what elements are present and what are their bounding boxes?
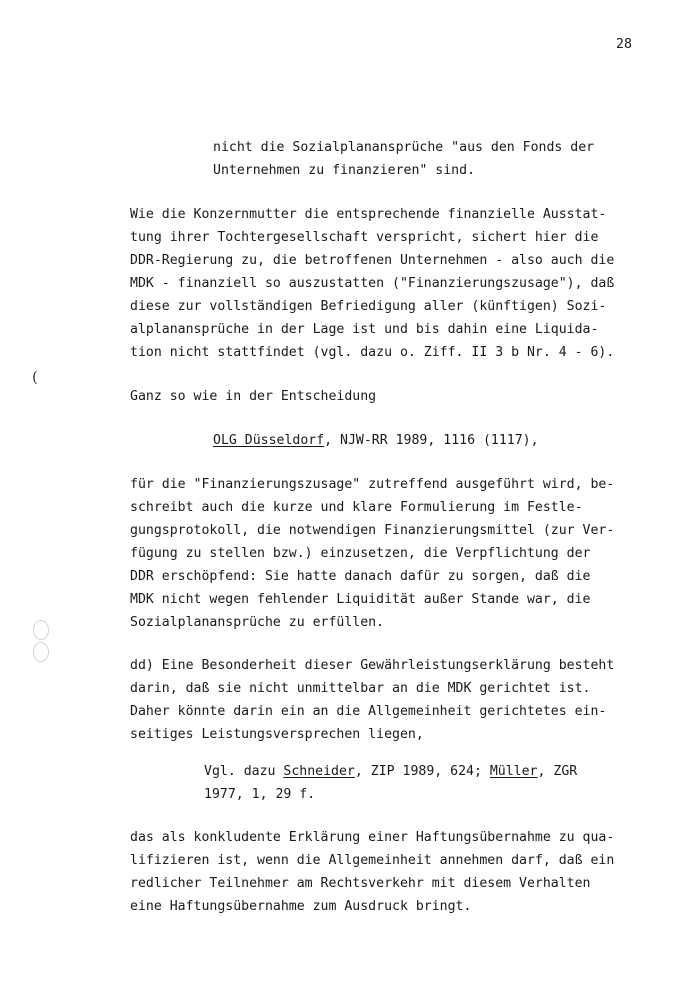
paragraph-line: MDK nicht wegen fehlender Liquidität außer Stande war, die: [130, 592, 591, 607]
paragraph-line: gungsprotokoll, die notwendigen Finanzierungsmittel (zur Ver-: [130, 523, 615, 538]
paragraph-line: das als konkludente Erklärung einer Haftungsübernahme zu qua-: [130, 830, 615, 845]
paragraph-line: redlicher Teilnehmer am Rechtsverkehr mit diesem Verhalten: [130, 876, 591, 891]
paragraph-line: Wie die Konzernmutter die entsprechende finanzielle Ausstat-: [130, 207, 607, 222]
paragraph-line: MDK - finanziell so auszustatten ("Finanzierungszusage"), daß: [130, 276, 615, 291]
paragraph-line: fügung zu stellen bzw.) einzusetzen, die Verpflichtung der: [130, 546, 591, 561]
paragraph-line: tion nicht stattfindet (vgl. dazu o. Ziff. II 3 b Nr. 4 - 6).: [130, 345, 615, 360]
paragraph-line: darin, daß sie nicht unmittelbar an die MDK gerichtet ist.: [130, 681, 591, 696]
paragraph-line: DDR erschöpfend: Sie hatte danach dafür zu sorgen, daß die: [130, 569, 591, 584]
page-number: 28: [616, 37, 632, 52]
paragraph-line: eine Haftungsübernahme zum Ausdruck bringt.: [130, 899, 472, 914]
author-reference: Müller: [489, 764, 538, 779]
author-reference: Schneider: [283, 764, 355, 779]
paragraph-line: seitiges Leistungsversprechen liegen,: [130, 727, 424, 742]
paragraph-line: Daher könnte darin ein an die Allgemeinheit gerichtetes ein-: [130, 704, 607, 719]
paragraph-line: Ganz so wie in der Entscheidung: [130, 389, 377, 404]
paragraph-line: Unternehmen zu finanzieren" sind.: [213, 163, 476, 178]
paragraph-line: für die "Finanzierungszusage" zutreffend ausgeführt wird, be-: [130, 477, 615, 492]
citation-line: Vgl. dazu Schneider, ZIP 1989, 624; Müller, ZGR: [204, 764, 578, 779]
paragraph-line: DDR-Regierung zu, die betroffenen Unternehmen - also auch die: [130, 253, 615, 268]
citation-line: 1977, 1, 29 f.: [204, 787, 316, 802]
punch-hole-mark: [33, 642, 49, 662]
citation-line: OLG Düsseldorf, NJW-RR 1989, 1116 (1117),: [213, 433, 539, 448]
paragraph-line: alplanansprüche in der Lage ist und bis dahin eine Liquida-: [130, 322, 599, 337]
paragraph-line: schreibt auch die kurze und klare Formulierung im Festle-: [130, 500, 583, 515]
paragraph-line: nicht die Sozialplanansprüche "aus den Fonds der: [213, 140, 595, 155]
margin-parenthesis-mark: (: [32, 368, 38, 386]
paragraph-line: tung ihrer Tochtergesellschaft verspricht, sichert hier die: [130, 230, 599, 245]
case-reference: OLG Düsseldorf: [213, 433, 325, 448]
punch-hole-mark: [33, 620, 49, 640]
paragraph-line: diese zur vollständigen Befriedigung aller (künftigen) Sozi-: [130, 299, 607, 314]
paragraph-line: lifizieren ist, wenn die Allgemeinheit annehmen darf, daß ein: [130, 853, 615, 868]
paragraph-line: dd) Eine Besonderheit dieser Gewährleistungserklärung besteht: [130, 658, 615, 673]
paragraph-line: Sozialplanansprüche zu erfüllen.: [130, 615, 385, 630]
